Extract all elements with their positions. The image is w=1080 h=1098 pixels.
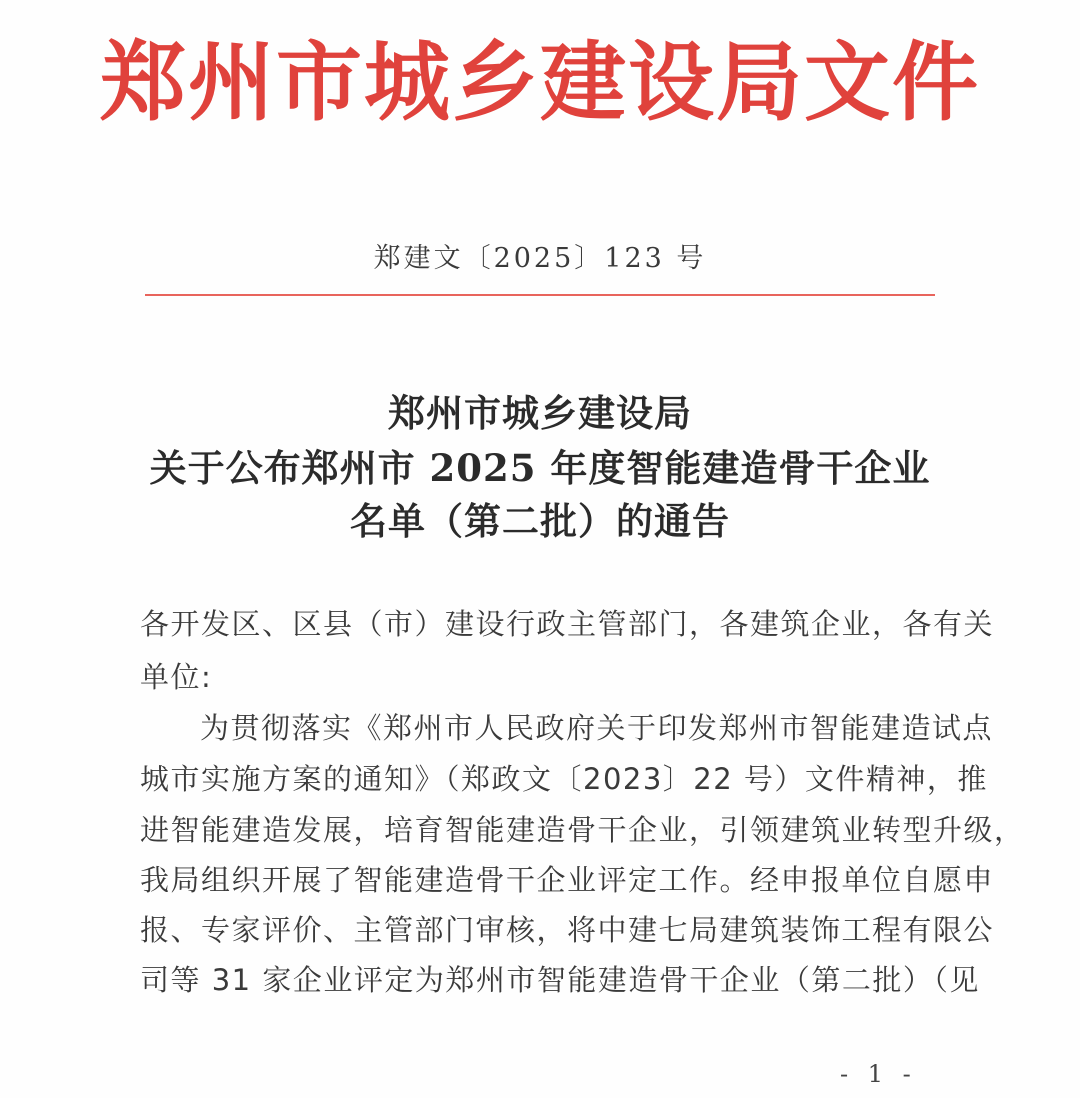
page-number: - 1 - bbox=[840, 1060, 917, 1088]
title-line-subject: 关于公布郑州市 2025 年度智能建造骨干企业 bbox=[149, 446, 931, 490]
title-line-issuer: 郑州市城乡建设局 bbox=[388, 391, 692, 435]
body-line: 各开发区、区县（市）建设行政主管部门，各建筑企业，各有关 bbox=[140, 607, 995, 641]
body-line: 城市实施方案的通知》（郑政文〔2023〕22 号）文件精神，推 bbox=[140, 762, 988, 796]
body-line: 我局组织开展了智能建造骨干企业评定工作。经申报单位自愿申 bbox=[140, 863, 995, 897]
red-divider-line bbox=[145, 294, 935, 296]
body-line: 进智能建造发展，培育智能建造骨干企业，引领建筑业转型升级， bbox=[140, 813, 1025, 847]
title-line-subject-cont: 名单（第二批）的通告 bbox=[350, 499, 730, 543]
body-line: 司等 31 家企业评定为郑州市智能建造骨干企业（第二批）（见 bbox=[140, 963, 980, 997]
document-number: 郑建文〔2025〕123 号 bbox=[373, 243, 707, 274]
body-line: 单位: bbox=[140, 660, 213, 694]
document-masthead: 郑州市城乡建设局文件 bbox=[100, 32, 980, 133]
body-line: 为贯彻落实《郑州市人民政府关于印发郑州市智能建造试点 bbox=[200, 711, 994, 745]
body-line: 报、专家评价、主管部门审核，将中建七局建筑装饰工程有限公 bbox=[140, 913, 995, 947]
